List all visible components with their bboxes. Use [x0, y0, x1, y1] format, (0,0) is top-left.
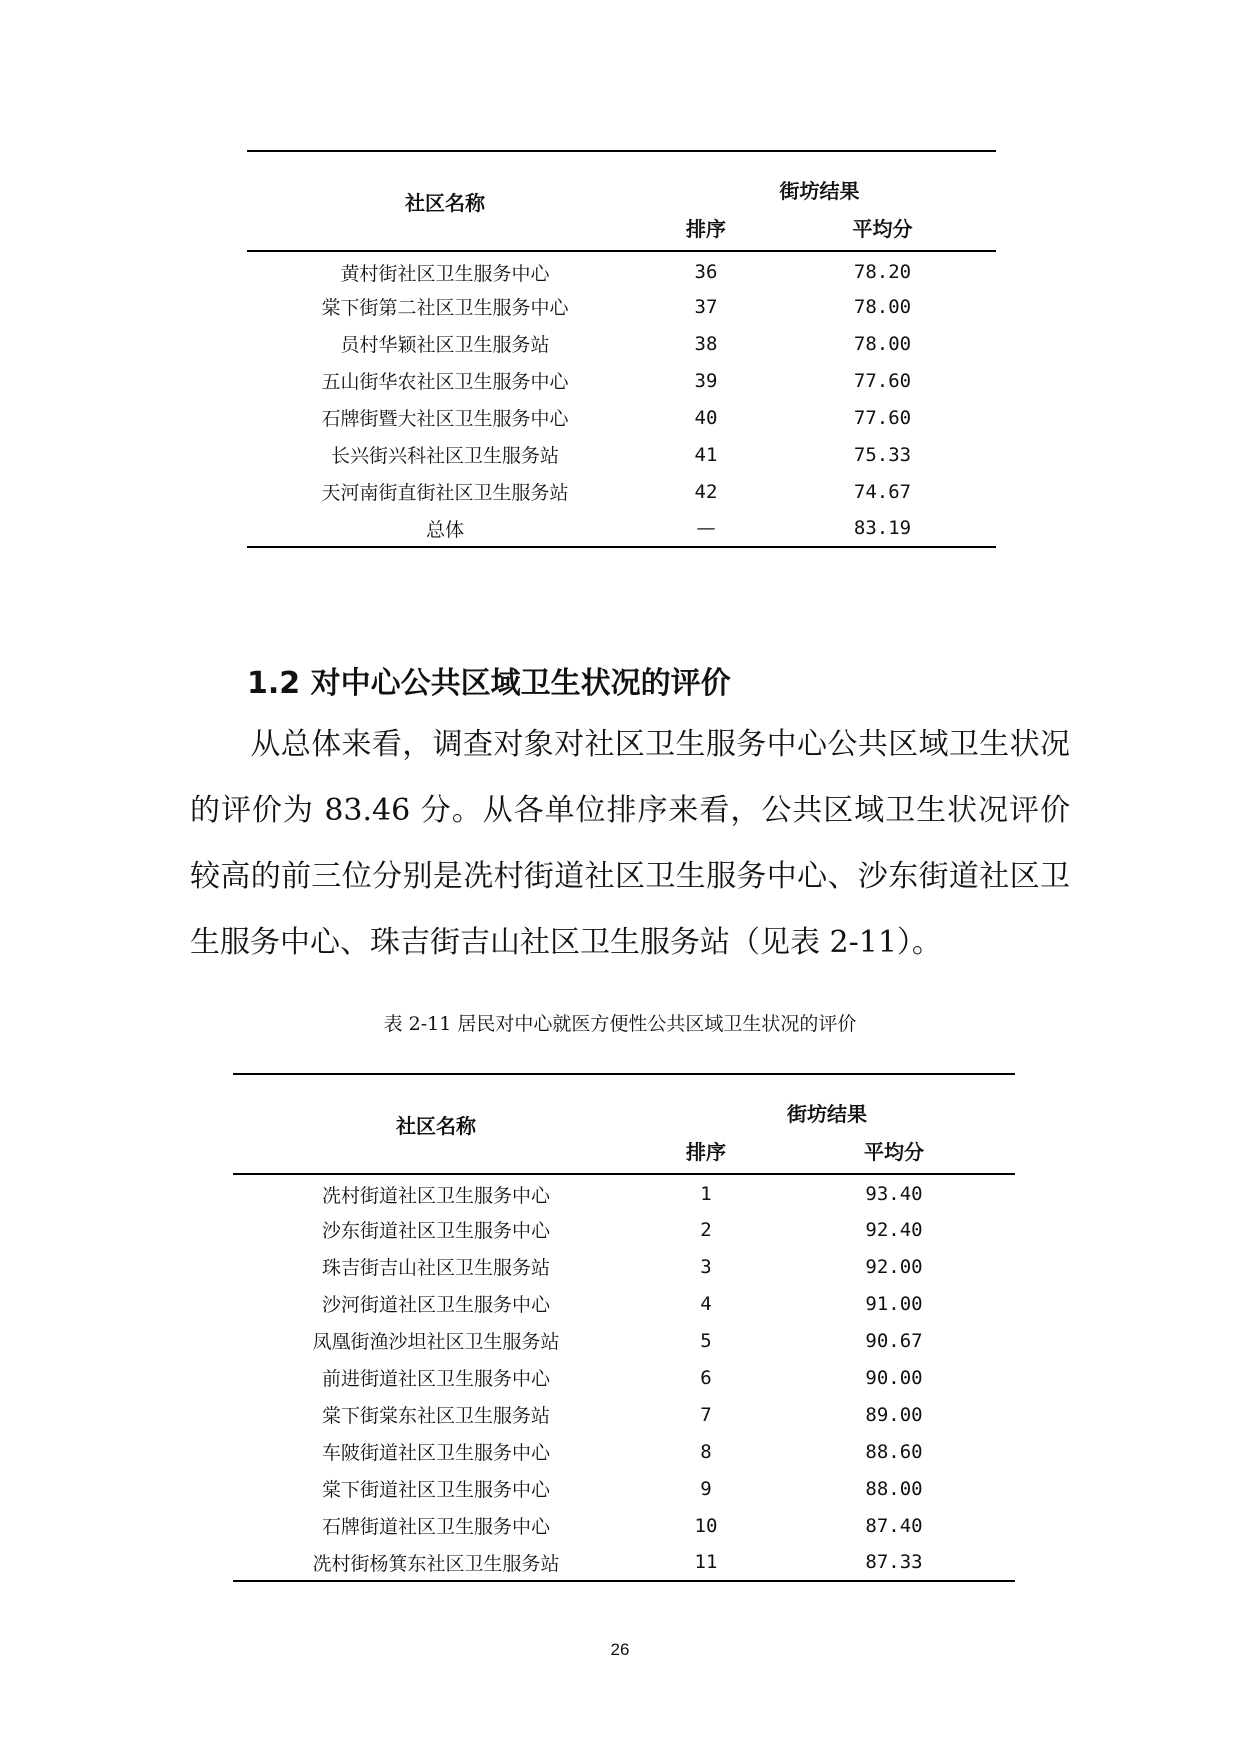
rank-value: 2: [700, 1218, 712, 1241]
community-name: 沙东街道社区卫生服务中心: [321, 1220, 550, 1242]
community-name: 沙河街道社区卫生服务中心: [321, 1294, 550, 1316]
score-value: 78.00: [853, 295, 912, 318]
paragraph-text: 从总体来看，调查对象对社区卫生服务中心公共区域卫生状况的评价为 83.46 分。从各单位排序来看，公共区域卫生状况评价较高的前三位分别是冼村街道社区卫生服务中心、沙东街道社区卫生服务中心、珠吉街吉山社区卫生服务站（见表 2-11）。: [190, 727, 1070, 960]
rank-value: 38: [694, 332, 718, 355]
community-name: 前进街道社区卫生服务中心: [321, 1368, 550, 1390]
table-row: [233, 1544, 1015, 1581]
rank-value: 11: [694, 1551, 718, 1573]
score-value: 90.00: [865, 1366, 923, 1389]
score-value: 91.00: [865, 1292, 923, 1315]
rank-value: 40: [694, 406, 718, 429]
community-name: 棠下街棠东社区卫生服务站: [321, 1405, 550, 1427]
score-value: 87.33: [865, 1551, 923, 1573]
rank-value: 6: [700, 1366, 712, 1389]
table-row: [233, 1396, 1015, 1433]
rank-value: 10: [694, 1514, 718, 1537]
rank-value: —: [696, 517, 716, 539]
community-name: 长兴街兴科社区卫生服务站: [330, 445, 559, 467]
table-row: [233, 1211, 1015, 1248]
score-value: 87.40: [865, 1514, 923, 1537]
table-caption: 表 2-11 居民对中心就医方便性公共区域卫生状况的评价: [383, 1013, 857, 1035]
community-name: 五山街华农社区卫生服务中心: [321, 371, 569, 393]
column-header-community-name: 社区名称: [247, 151, 643, 251]
table-row: [247, 436, 996, 473]
table-row: [247, 399, 996, 436]
table-row: [247, 325, 996, 362]
rank-value: 7: [700, 1403, 712, 1426]
body-paragraph: [190, 712, 1070, 976]
table-row-total: [247, 510, 996, 547]
table-row: [247, 288, 996, 325]
score-value: 88.60: [865, 1440, 923, 1463]
community-name: 凤凰街渔沙坦社区卫生服务站: [312, 1331, 560, 1353]
score-value: 90.67: [865, 1329, 923, 1352]
ranking-table: [233, 1073, 1015, 1582]
community-name: 冼村街道社区卫生服务中心: [321, 1184, 550, 1207]
community-name: 黄村街社区卫生服务中心: [340, 262, 550, 285]
table-row: [233, 1285, 1015, 1322]
rank-value: 1: [700, 1183, 712, 1205]
score-value: 78.00: [853, 332, 912, 355]
community-name: 棠下街道社区卫生服务中心: [321, 1479, 550, 1501]
rank-value: 8: [700, 1440, 712, 1463]
community-name: 天河南街直街社区卫生服务站: [321, 482, 569, 504]
community-name: 冼村街杨箕东社区卫生服务站: [312, 1552, 560, 1575]
score-value: 75.33: [853, 443, 912, 466]
table-row: [247, 251, 996, 288]
table-row: [233, 1359, 1015, 1396]
rank-value: 37: [694, 295, 718, 318]
table-row: [247, 362, 996, 399]
page-number: 26: [610, 1640, 630, 1659]
community-name: 石牌街暨大社区卫生服务中心: [321, 408, 569, 430]
score-value: 83.19: [853, 517, 912, 539]
table-row: [247, 473, 996, 510]
table-row: [233, 1248, 1015, 1285]
table-row: [233, 1507, 1015, 1544]
table-row: [233, 1322, 1015, 1359]
table-row: [233, 1174, 1015, 1211]
rank-value: 41: [694, 443, 718, 466]
score-value: 92.40: [865, 1218, 923, 1241]
rank-value: 3: [700, 1255, 712, 1278]
column-header-rank: 排序: [639, 1127, 773, 1174]
column-header-average-score: 平均分: [769, 204, 996, 251]
ranking-table-continued: [247, 150, 996, 548]
rank-value: 39: [694, 369, 718, 392]
community-name: 总体: [425, 518, 464, 541]
community-name: 棠下街第二社区卫生服务中心: [321, 297, 569, 319]
column-header-average-score: 平均分: [773, 1127, 1015, 1174]
column-header-rank: 排序: [643, 204, 769, 251]
score-value: 92.00: [865, 1255, 923, 1278]
column-group-street-results: 街坊结果: [787, 1102, 867, 1126]
score-value: 78.20: [853, 261, 912, 283]
community-name: 珠吉街吉山社区卫生服务站: [321, 1257, 550, 1279]
score-value: 77.60: [853, 369, 912, 392]
rank-value: 36: [694, 261, 718, 283]
score-value: 74.67: [853, 480, 912, 503]
column-header-community-name: 社区名称: [233, 1074, 639, 1174]
rank-value: 5: [700, 1329, 712, 1352]
section-heading: 1.2 对中心公共区域卫生状况的评价: [247, 666, 731, 701]
score-value: 88.00: [865, 1477, 923, 1500]
community-name: 员村华颖社区卫生服务站: [340, 334, 550, 356]
rank-value: 42: [694, 480, 718, 503]
score-value: 77.60: [853, 406, 912, 429]
score-value: 89.00: [865, 1403, 923, 1426]
table-row: [233, 1470, 1015, 1507]
score-value: 93.40: [865, 1183, 923, 1205]
table-row: [233, 1433, 1015, 1470]
community-name: 石牌街道社区卫生服务中心: [321, 1516, 550, 1538]
column-group-street-results: 街坊结果: [779, 179, 860, 203]
community-name: 车陂街道社区卫生服务中心: [321, 1442, 550, 1464]
rank-value: 4: [700, 1292, 712, 1315]
rank-value: 9: [700, 1477, 712, 1500]
